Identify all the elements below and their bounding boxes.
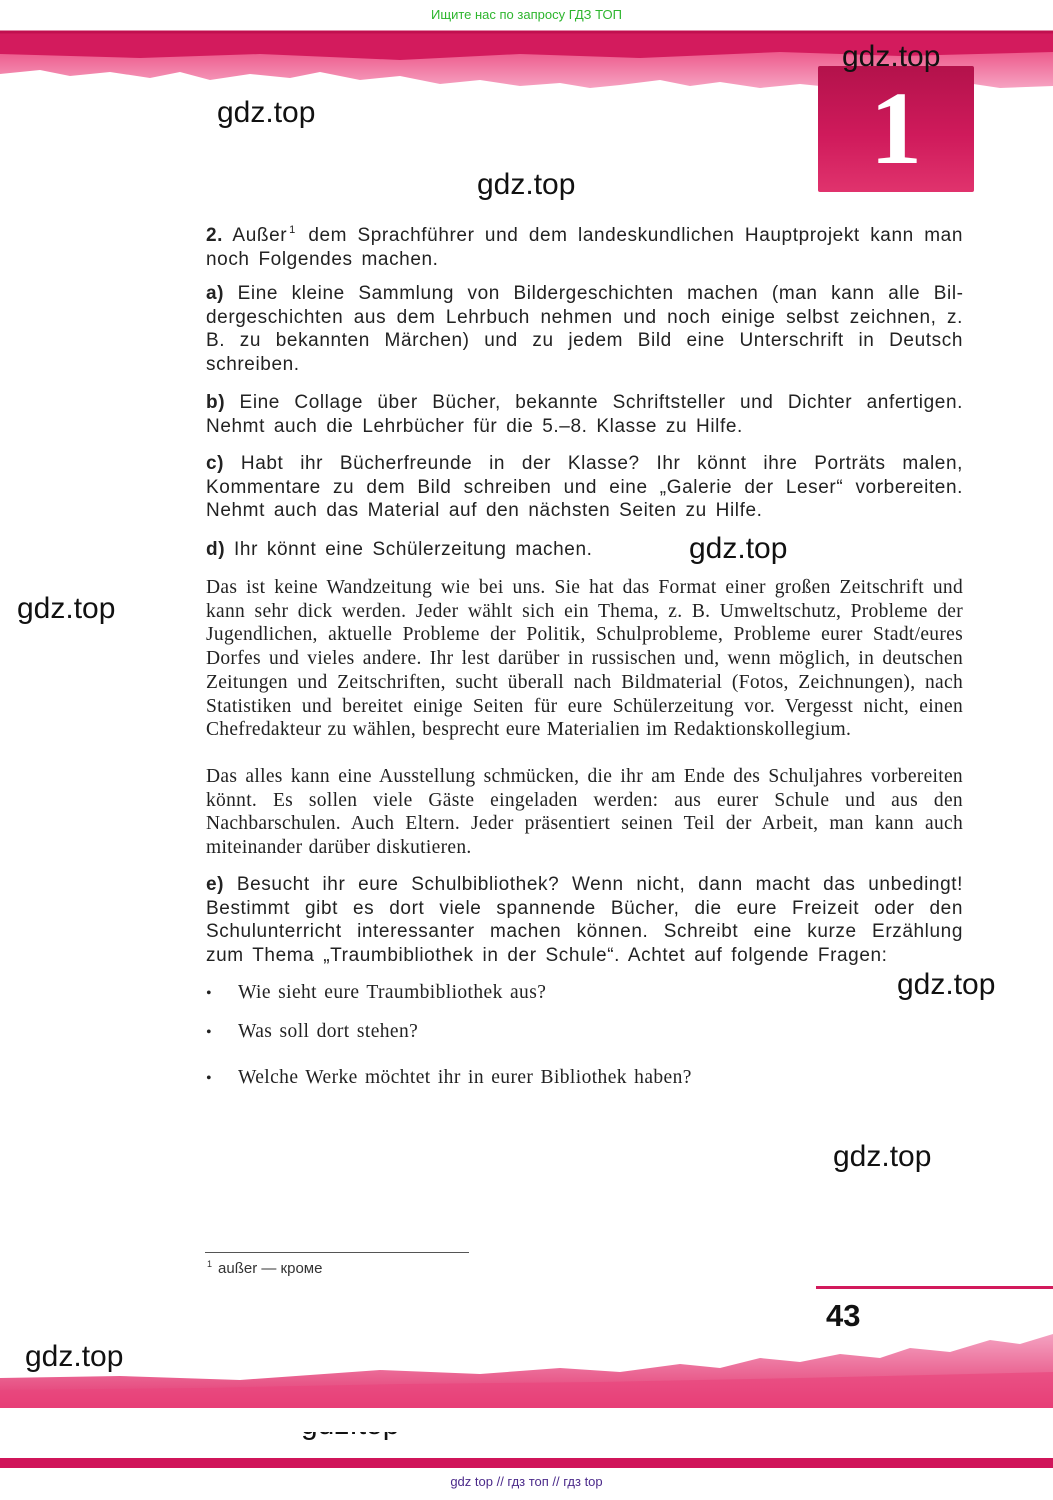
item-a	[206, 282, 963, 376]
item-b	[206, 391, 963, 438]
footnote-divider	[205, 1252, 469, 1253]
bullet-icon: •	[206, 985, 213, 1002]
footer-banner	[0, 1328, 1053, 1432]
watermark: gdz.top	[897, 968, 996, 1001]
watermark: gdz.top	[833, 1140, 932, 1173]
task-2-intro	[206, 219, 963, 271]
newspaper-paragraph-1: Das ist keine Wandzeitung wie bei uns. Sie hat das Format einer großen Zeitschrift und kann sehr dick werden. Jeder wählt sich ein Thema, z. B. Umweltschutz, Probleme der Jugendlichen, aktuelle Probleme der Politik, Schulprobleme, Probleme eurer Stadt/eures Dorfes und vieles andere. Ihr lest darüber in russischen und, wenn möglich, in deutschen Zeitungen und Zeitschriften, sucht überall nach Bildmaterial (Fotos, Zeichnungen), nach Statistiken und bereitet einige Seiten für eure Schülerzeitung vor. Vergesst nicht, einen Chefredakteur zu wählen, besprecht eure Materialien im Redaktionskollegium.	[206, 577, 963, 741]
watermark: gdz.top	[477, 168, 576, 201]
question-text: Wie sieht eure Traumbibliothek aus?	[238, 982, 547, 1003]
footnote-text: außer — кроме	[218, 1260, 323, 1277]
page-number: 43	[826, 1298, 861, 1333]
item-label: e)	[206, 874, 225, 895]
watermark: gdz.top	[25, 1340, 124, 1373]
question-text: Was soll dort stehen?	[238, 1021, 419, 1042]
item-text: Besucht ihr eure Schulbibliothek? Wenn nicht, dann macht das unbedingt! Bestimmt gibt es dort viele spannende Bücher, die eure Freizeit oder den Schulunterricht interessanter machen können. Schreibt eine kurze Erzählung zum Thema „Traumbibliothek in der Schule“. Achtet auf folgende Fragen:	[206, 874, 963, 966]
question-item	[206, 1021, 906, 1043]
item-label: d)	[206, 539, 226, 560]
bottom-band	[0, 1458, 1053, 1468]
top-notice: Ищите нас по запросу ГДЗ ТОП	[431, 7, 622, 22]
chapter-number: 1	[870, 71, 922, 186]
page-number-rule	[816, 1286, 1053, 1289]
item-e	[206, 873, 963, 967]
footnote	[207, 1259, 322, 1277]
footnote-mark: 1	[207, 1259, 213, 1269]
item-d	[206, 538, 686, 562]
task-label: 2.	[206, 225, 224, 246]
question-text: Welche Werke möchtet ihr in eurer Bibliothek haben?	[238, 1067, 692, 1088]
bullet-icon: •	[206, 1070, 213, 1087]
item-text: Ihr könnt eine Schülerzeitung machen.	[234, 539, 593, 560]
question-item	[206, 1067, 906, 1089]
item-label: c)	[206, 453, 225, 474]
bullet-icon: •	[206, 1024, 213, 1041]
footnote-ref[interactable]: 1	[289, 224, 296, 236]
item-label: b)	[206, 392, 226, 413]
item-label: a)	[206, 283, 225, 304]
item-text: Habt ihr Bücherfreunde in der Klasse? Ihr könnt ihre Porträts malen, Kommentare zu dem Bild schreiben und eine „Galerie der Leser“ vorbereiten. Nehmt auch das Material auf den nächsten Seiten zu Hilfe.	[206, 453, 963, 522]
question-item	[206, 982, 906, 1004]
watermark: gdz.top	[217, 96, 316, 129]
newspaper-paragraph-2: Das alles kann eine Ausstellung schmücken, die ihr am Ende des Schuljahres vorbereiten könnt. Es sollen viele Gäste eingeladen werden: aus eurer Schule und aus den Nachbarschulen. Auch Eltern. Jeder präsentiert seinen Teil der Arbeit, man kann auch miteinander darüber diskutieren.	[206, 766, 963, 859]
watermark: gdz.top	[842, 40, 941, 73]
watermark: gdz.top	[689, 532, 788, 565]
item-text: Eine kleine Sammlung von Bildergeschichten machen (man kann alle Bildergeschichten aus dem Lehrbuch nehmen und noch einige selbst zeichnen, z. B. zu bekannten Märchen) und zu jedem Bild eine Unterschrift in Deutsch schreiben.	[206, 283, 963, 375]
task-text: dem Sprachführer und dem landeskundlichen Hauptprojekt kann man noch Folgendes machen.	[206, 225, 963, 270]
watermark: gdz.top	[17, 592, 116, 625]
item-text: Eine Collage über Bücher, bekannte Schriftsteller und Dichter anfertigen. Nehmt auch die Lehrbücher für die 5.–8. Klasse zu Hilfe.	[206, 392, 963, 437]
task-word: Außer	[232, 225, 288, 246]
footer-links[interactable]: gdz top // гдз топ // гдз top	[450, 1474, 603, 1489]
item-c	[206, 452, 963, 523]
